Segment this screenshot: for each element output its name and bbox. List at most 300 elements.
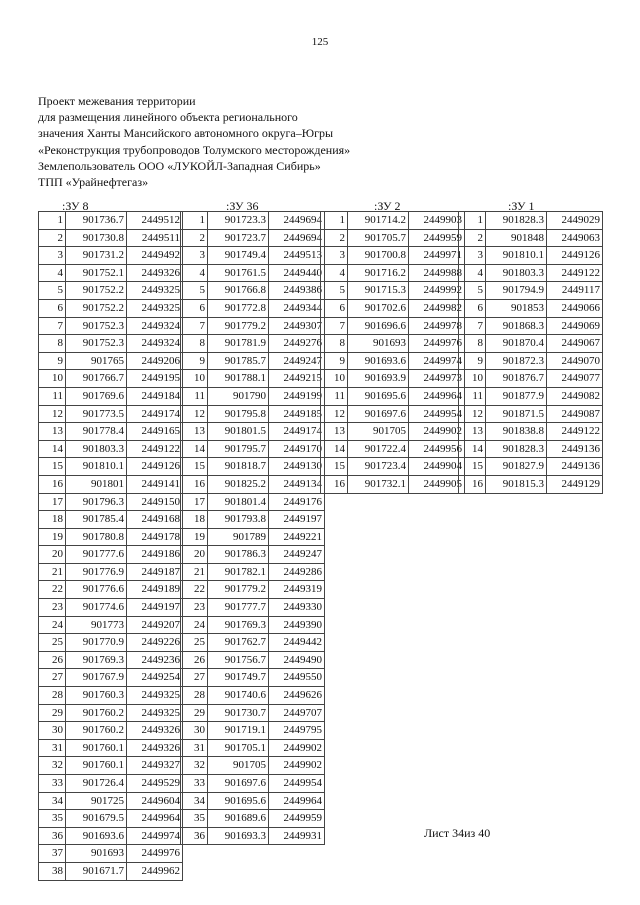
x-coordinate: 901790 xyxy=(208,387,269,405)
point-number: 2 xyxy=(459,229,486,247)
table-row xyxy=(321,405,465,423)
point-number: 1 xyxy=(321,212,348,230)
y-coordinate: 2449902 xyxy=(269,757,325,775)
point-number: 17 xyxy=(39,493,66,511)
table-row xyxy=(181,616,325,634)
y-coordinate: 2449324 xyxy=(127,335,183,353)
point-number: 12 xyxy=(321,405,348,423)
x-coordinate: 901736.7 xyxy=(66,212,127,230)
x-coordinate: 901714.2 xyxy=(348,212,409,230)
table-row xyxy=(459,423,603,441)
y-coordinate: 2449168 xyxy=(127,511,183,529)
x-coordinate: 901752.1 xyxy=(66,264,127,282)
table-row xyxy=(181,599,325,617)
y-coordinate: 2449319 xyxy=(269,581,325,599)
y-coordinate: 2449122 xyxy=(547,423,603,441)
y-coordinate: 2449136 xyxy=(547,440,603,458)
x-coordinate: 901795.8 xyxy=(208,405,269,423)
x-coordinate: 901868.3 xyxy=(486,317,547,335)
table-row xyxy=(459,229,603,247)
y-coordinate: 2449511 xyxy=(127,229,183,247)
table-row xyxy=(181,827,325,845)
table-row xyxy=(181,687,325,705)
table-row xyxy=(181,475,325,493)
x-coordinate: 901693 xyxy=(66,845,127,863)
point-number: 21 xyxy=(181,563,208,581)
table-row xyxy=(181,370,325,388)
y-coordinate: 2449165 xyxy=(127,423,183,441)
table-row xyxy=(39,335,183,353)
y-coordinate: 2449971 xyxy=(409,247,465,265)
coordinates-table-zu36 xyxy=(180,211,325,845)
y-coordinate: 2449529 xyxy=(127,775,183,793)
x-coordinate: 901695.6 xyxy=(208,792,269,810)
y-coordinate: 2449974 xyxy=(409,352,465,370)
point-number: 15 xyxy=(459,458,486,476)
point-number: 26 xyxy=(181,651,208,669)
point-number: 12 xyxy=(39,405,66,423)
table-row xyxy=(39,687,183,705)
point-number: 32 xyxy=(39,757,66,775)
table-row xyxy=(459,405,603,423)
table-row xyxy=(39,352,183,370)
table-row xyxy=(39,475,183,493)
table-row xyxy=(181,335,325,353)
x-coordinate: 901774.6 xyxy=(66,599,127,617)
x-coordinate: 901795.7 xyxy=(208,440,269,458)
y-coordinate: 2449197 xyxy=(127,599,183,617)
point-number: 23 xyxy=(181,599,208,617)
point-number: 31 xyxy=(181,739,208,757)
x-coordinate: 901752.3 xyxy=(66,317,127,335)
table-row xyxy=(181,722,325,740)
table-row xyxy=(39,229,183,247)
y-coordinate: 2449976 xyxy=(127,845,183,863)
table-row xyxy=(181,634,325,652)
table-row xyxy=(459,475,603,493)
table-row xyxy=(321,440,465,458)
x-coordinate: 901697.6 xyxy=(348,405,409,423)
table-row xyxy=(181,739,325,757)
x-coordinate: 901756.7 xyxy=(208,651,269,669)
table-row xyxy=(321,370,465,388)
x-coordinate: 901760.1 xyxy=(66,757,127,775)
table-row xyxy=(181,458,325,476)
table-row xyxy=(181,810,325,828)
y-coordinate: 2449694 xyxy=(269,229,325,247)
x-coordinate: 901801.4 xyxy=(208,493,269,511)
x-coordinate: 901715.3 xyxy=(348,282,409,300)
table-row xyxy=(459,440,603,458)
x-coordinate: 901789 xyxy=(208,528,269,546)
x-coordinate: 901749.7 xyxy=(208,669,269,687)
point-number: 23 xyxy=(39,599,66,617)
table-title-zu1: :ЗУ 1 xyxy=(508,199,535,213)
point-number: 7 xyxy=(459,317,486,335)
table-row xyxy=(321,317,465,335)
table-row xyxy=(459,370,603,388)
y-coordinate: 2449129 xyxy=(547,475,603,493)
point-number: 26 xyxy=(39,651,66,669)
x-coordinate: 901693.6 xyxy=(66,827,127,845)
table-row xyxy=(321,299,465,317)
y-coordinate: 2449087 xyxy=(547,405,603,423)
y-coordinate: 2449176 xyxy=(269,493,325,511)
point-number: 11 xyxy=(459,387,486,405)
y-coordinate: 2449082 xyxy=(547,387,603,405)
y-coordinate: 2449325 xyxy=(127,687,183,705)
y-coordinate: 2449195 xyxy=(127,370,183,388)
table-row xyxy=(39,651,183,669)
table-row xyxy=(39,282,183,300)
y-coordinate: 2449136 xyxy=(547,458,603,476)
x-coordinate: 901723.7 xyxy=(208,229,269,247)
x-coordinate: 901777.7 xyxy=(208,599,269,617)
x-coordinate: 901810.1 xyxy=(66,458,127,476)
table-row xyxy=(39,299,183,317)
x-coordinate: 901679.5 xyxy=(66,810,127,828)
x-coordinate: 901760.1 xyxy=(66,739,127,757)
point-number: 20 xyxy=(39,546,66,564)
point-number: 22 xyxy=(39,581,66,599)
y-coordinate: 2449122 xyxy=(127,440,183,458)
x-coordinate: 901693.6 xyxy=(348,352,409,370)
x-coordinate: 901781.9 xyxy=(208,335,269,353)
x-coordinate: 901780.8 xyxy=(66,528,127,546)
point-number: 2 xyxy=(321,229,348,247)
y-coordinate: 2449902 xyxy=(269,739,325,757)
point-number: 33 xyxy=(39,775,66,793)
y-coordinate: 2449964 xyxy=(269,792,325,810)
point-number: 8 xyxy=(321,335,348,353)
table-row xyxy=(181,563,325,581)
y-coordinate: 2449130 xyxy=(269,458,325,476)
y-coordinate: 2449117 xyxy=(547,282,603,300)
y-coordinate: 2449973 xyxy=(409,370,465,388)
point-number: 3 xyxy=(39,247,66,265)
point-number: 12 xyxy=(459,405,486,423)
point-number: 10 xyxy=(459,370,486,388)
x-coordinate: 901766.7 xyxy=(66,370,127,388)
point-number: 14 xyxy=(181,440,208,458)
table-row xyxy=(39,264,183,282)
point-number: 10 xyxy=(39,370,66,388)
x-coordinate: 901877.9 xyxy=(486,387,547,405)
point-number: 22 xyxy=(181,581,208,599)
table-row xyxy=(459,317,603,335)
x-coordinate: 901752.3 xyxy=(66,335,127,353)
point-number: 4 xyxy=(321,264,348,282)
table-row xyxy=(321,247,465,265)
point-number: 12 xyxy=(181,405,208,423)
x-coordinate: 901769.6 xyxy=(66,387,127,405)
table-row xyxy=(181,387,325,405)
point-number: 4 xyxy=(459,264,486,282)
point-number: 2 xyxy=(181,229,208,247)
x-coordinate: 901730.7 xyxy=(208,704,269,722)
y-coordinate: 2449513 xyxy=(269,247,325,265)
y-coordinate: 2449029 xyxy=(547,212,603,230)
point-number: 3 xyxy=(459,247,486,265)
x-coordinate: 901723.3 xyxy=(208,212,269,230)
y-coordinate: 2449902 xyxy=(409,423,465,441)
table-row xyxy=(181,704,325,722)
table-row xyxy=(181,264,325,282)
table-row xyxy=(39,757,183,775)
y-coordinate: 2449327 xyxy=(127,757,183,775)
point-number: 1 xyxy=(39,212,66,230)
point-number: 7 xyxy=(321,317,348,335)
x-coordinate: 901693.9 xyxy=(348,370,409,388)
table-row xyxy=(39,387,183,405)
table-row xyxy=(39,528,183,546)
x-coordinate: 901766.8 xyxy=(208,282,269,300)
point-number: 6 xyxy=(39,299,66,317)
point-number: 29 xyxy=(181,704,208,722)
x-coordinate: 901731.2 xyxy=(66,247,127,265)
table-row xyxy=(39,775,183,793)
point-number: 7 xyxy=(39,317,66,335)
x-coordinate: 901730.8 xyxy=(66,229,127,247)
x-coordinate: 901779.2 xyxy=(208,317,269,335)
x-coordinate: 901786.3 xyxy=(208,546,269,564)
x-coordinate: 901776.6 xyxy=(66,581,127,599)
point-number: 38 xyxy=(39,862,66,880)
table-row xyxy=(181,212,325,230)
table-row xyxy=(181,352,325,370)
table-row xyxy=(39,546,183,564)
y-coordinate: 2449063 xyxy=(547,229,603,247)
x-coordinate: 901749.4 xyxy=(208,247,269,265)
y-coordinate: 2449174 xyxy=(127,405,183,423)
y-coordinate: 2449325 xyxy=(127,299,183,317)
y-coordinate: 2449134 xyxy=(269,475,325,493)
y-coordinate: 2449307 xyxy=(269,317,325,335)
point-number: 14 xyxy=(39,440,66,458)
point-number: 25 xyxy=(181,634,208,652)
table-row xyxy=(181,528,325,546)
point-number: 21 xyxy=(39,563,66,581)
table-row xyxy=(39,634,183,652)
header-line: Проект межевания территории xyxy=(38,94,196,108)
table-row xyxy=(39,845,183,863)
point-number: 4 xyxy=(181,264,208,282)
y-coordinate: 2449189 xyxy=(127,581,183,599)
x-coordinate: 901725 xyxy=(66,792,127,810)
point-number: 13 xyxy=(459,423,486,441)
table-title-zu2: :ЗУ 2 xyxy=(374,199,401,213)
table-row xyxy=(39,563,183,581)
x-coordinate: 901848 xyxy=(486,229,547,247)
x-coordinate: 901793.8 xyxy=(208,511,269,529)
point-number: 13 xyxy=(321,423,348,441)
x-coordinate: 901762.7 xyxy=(208,634,269,652)
point-number: 13 xyxy=(39,423,66,441)
point-number: 2 xyxy=(39,229,66,247)
table-row xyxy=(39,581,183,599)
table-row xyxy=(39,405,183,423)
table-row xyxy=(181,405,325,423)
table-row xyxy=(39,493,183,511)
y-coordinate: 2449954 xyxy=(409,405,465,423)
y-coordinate: 2449988 xyxy=(409,264,465,282)
point-number: 15 xyxy=(39,458,66,476)
x-coordinate: 901769.3 xyxy=(66,651,127,669)
point-number: 9 xyxy=(39,352,66,370)
y-coordinate: 2449178 xyxy=(127,528,183,546)
y-coordinate: 2449982 xyxy=(409,299,465,317)
point-number: 16 xyxy=(459,475,486,493)
y-coordinate: 2449206 xyxy=(127,352,183,370)
table-row xyxy=(321,229,465,247)
table-row xyxy=(321,458,465,476)
x-coordinate: 901740.6 xyxy=(208,687,269,705)
point-number: 30 xyxy=(181,722,208,740)
y-coordinate: 2449069 xyxy=(547,317,603,335)
y-coordinate: 2449795 xyxy=(269,722,325,740)
point-number: 5 xyxy=(39,282,66,300)
y-coordinate: 2449707 xyxy=(269,704,325,722)
x-coordinate: 901803.3 xyxy=(486,264,547,282)
y-coordinate: 2449964 xyxy=(409,387,465,405)
table-row xyxy=(39,440,183,458)
table-row xyxy=(181,511,325,529)
y-coordinate: 2449247 xyxy=(269,546,325,564)
x-coordinate: 901716.2 xyxy=(348,264,409,282)
table-row xyxy=(459,458,603,476)
point-number: 31 xyxy=(39,739,66,757)
table-row xyxy=(39,370,183,388)
point-number: 33 xyxy=(181,775,208,793)
y-coordinate: 2449324 xyxy=(127,317,183,335)
x-coordinate: 901815.3 xyxy=(486,475,547,493)
point-number: 8 xyxy=(459,335,486,353)
y-coordinate: 2449254 xyxy=(127,669,183,687)
table-row xyxy=(321,282,465,300)
y-coordinate: 2449236 xyxy=(127,651,183,669)
table-row xyxy=(39,423,183,441)
x-coordinate: 901801.5 xyxy=(208,423,269,441)
x-coordinate: 901785.4 xyxy=(66,511,127,529)
point-number: 34 xyxy=(39,792,66,810)
table-row xyxy=(321,264,465,282)
table-row xyxy=(181,317,325,335)
table-row xyxy=(181,546,325,564)
point-number: 11 xyxy=(181,387,208,405)
x-coordinate: 901760.3 xyxy=(66,687,127,705)
header-line: ТПП «Урайнефтегаз» xyxy=(38,175,149,190)
table-row xyxy=(181,669,325,687)
point-number: 35 xyxy=(181,810,208,828)
x-coordinate: 901828.3 xyxy=(486,440,547,458)
y-coordinate: 2449512 xyxy=(127,212,183,230)
y-coordinate: 2449442 xyxy=(269,634,325,652)
x-coordinate: 901695.6 xyxy=(348,387,409,405)
x-coordinate: 901801 xyxy=(66,475,127,493)
x-coordinate: 901818.7 xyxy=(208,458,269,476)
point-number: 1 xyxy=(459,212,486,230)
y-coordinate: 2449170 xyxy=(269,440,325,458)
y-coordinate: 2449221 xyxy=(269,528,325,546)
y-coordinate: 2449226 xyxy=(127,634,183,652)
point-number: 18 xyxy=(39,511,66,529)
header-line: «Реконструкция трубопроводов Толумского месторождения» xyxy=(38,142,351,157)
y-coordinate: 2449207 xyxy=(127,616,183,634)
point-number: 36 xyxy=(181,827,208,845)
y-coordinate: 2449976 xyxy=(409,335,465,353)
x-coordinate: 901752.2 xyxy=(66,282,127,300)
point-number: 6 xyxy=(181,299,208,317)
table-title-zu36: :ЗУ 36 xyxy=(226,199,259,213)
x-coordinate: 901705.7 xyxy=(348,229,409,247)
x-coordinate: 901700.8 xyxy=(348,247,409,265)
y-coordinate: 2449959 xyxy=(409,229,465,247)
point-number: 13 xyxy=(181,423,208,441)
y-coordinate: 2449122 xyxy=(547,264,603,282)
y-coordinate: 2449197 xyxy=(269,511,325,529)
y-coordinate: 2449440 xyxy=(269,264,325,282)
x-coordinate: 901810.1 xyxy=(486,247,547,265)
y-coordinate: 2449326 xyxy=(127,722,183,740)
x-coordinate: 901788.1 xyxy=(208,370,269,388)
x-coordinate: 901761.5 xyxy=(208,264,269,282)
table-row xyxy=(459,264,603,282)
point-number: 5 xyxy=(459,282,486,300)
x-coordinate: 901760.2 xyxy=(66,704,127,722)
x-coordinate: 901723.4 xyxy=(348,458,409,476)
point-number: 37 xyxy=(39,845,66,863)
y-coordinate: 2449326 xyxy=(127,264,183,282)
y-coordinate: 2449931 xyxy=(269,827,325,845)
y-coordinate: 2449550 xyxy=(269,669,325,687)
table-row xyxy=(39,704,183,722)
x-coordinate: 901765 xyxy=(66,352,127,370)
page-number: 125 xyxy=(311,36,329,48)
table-row xyxy=(181,792,325,810)
y-coordinate: 2449344 xyxy=(269,299,325,317)
y-coordinate: 2449330 xyxy=(269,599,325,617)
table-row xyxy=(181,651,325,669)
x-coordinate: 901705 xyxy=(348,423,409,441)
y-coordinate: 2449276 xyxy=(269,335,325,353)
y-coordinate: 2449964 xyxy=(127,810,183,828)
x-coordinate: 901870.4 xyxy=(486,335,547,353)
point-number: 34 xyxy=(181,792,208,810)
x-coordinate: 901853 xyxy=(486,299,547,317)
y-coordinate: 2449247 xyxy=(269,352,325,370)
table-row xyxy=(39,599,183,617)
table-row xyxy=(321,335,465,353)
table-row xyxy=(459,335,603,353)
table-row xyxy=(39,827,183,845)
y-coordinate: 2449141 xyxy=(127,475,183,493)
point-number: 17 xyxy=(181,493,208,511)
point-number: 14 xyxy=(459,440,486,458)
y-coordinate: 2449126 xyxy=(127,458,183,476)
table-row xyxy=(181,299,325,317)
coordinates-table-zu2 xyxy=(320,211,465,494)
y-coordinate: 2449066 xyxy=(547,299,603,317)
point-number: 8 xyxy=(181,335,208,353)
point-number: 19 xyxy=(181,528,208,546)
table-row xyxy=(321,423,465,441)
table-row xyxy=(181,581,325,599)
table-row xyxy=(321,475,465,493)
table-row xyxy=(181,423,325,441)
y-coordinate: 2449978 xyxy=(409,317,465,335)
y-coordinate: 2449185 xyxy=(269,405,325,423)
point-number: 7 xyxy=(181,317,208,335)
